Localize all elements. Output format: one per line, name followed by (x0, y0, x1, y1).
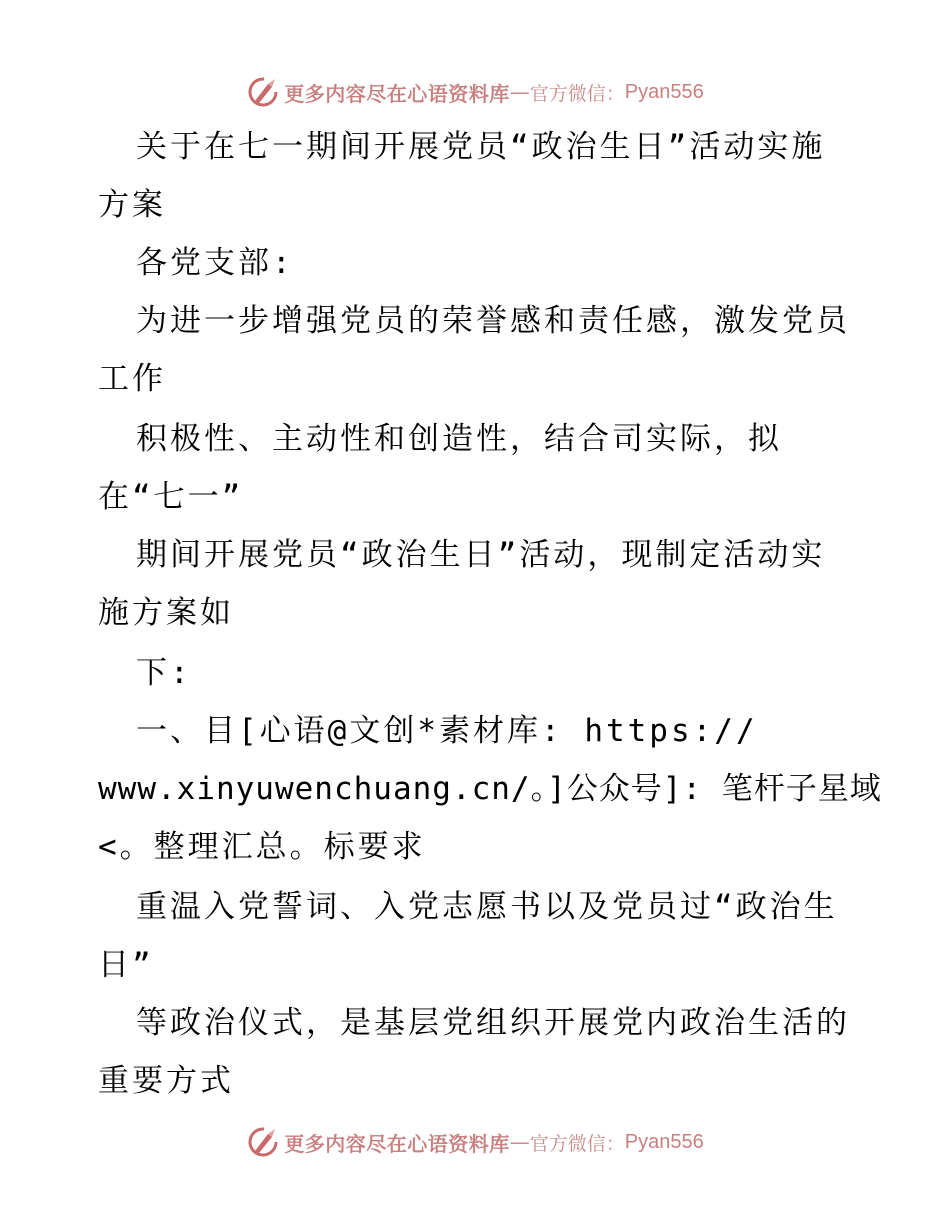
watermark-dash: — (509, 80, 530, 104)
salutation: 各党支部: (136, 245, 294, 281)
body-line: 为进一步增强党员的荣誉感和责任感，激发党员 (136, 303, 850, 339)
title-line-1: 关于在七一期间开展党员“政治生日”活动实施 (136, 129, 826, 165)
quill-logo-icon (246, 1125, 280, 1159)
watermark-wechat-label: 官方微信： (529, 1132, 625, 1155)
title-line-2: 方案 (98, 187, 166, 223)
quill-logo-icon (246, 75, 280, 109)
body-line: 积极性、主动性和创造性，结合司实际，拟 (136, 421, 782, 457)
body-line: 日” (98, 947, 154, 983)
body-line: www.xinyuwenchuang.cn/。]公众号]: 笔杆子星域 (98, 771, 882, 807)
body-line: 重温入党誓词、入党志愿书以及党员过“政治生 (136, 889, 838, 925)
watermark-wechat-label: 官方微信： (529, 82, 625, 105)
body-line: 施方案如 (98, 595, 234, 631)
footer-watermark (0, 1122, 950, 1162)
watermark-wechat-id: Pyan556 (624, 1130, 704, 1153)
body-line: 下: (136, 655, 192, 691)
body-line: <。整理汇总。标要求 (98, 829, 426, 865)
body-line: 期间开展党员“政治生日”活动，现制定活动实 (136, 537, 826, 573)
body-line: 工作 (98, 361, 166, 397)
watermark-brand: 更多内容尽在心语资料库 (284, 1131, 510, 1156)
watermark-dash: — (509, 1130, 530, 1154)
header-watermark (0, 72, 950, 112)
body-line: 在“七一” (98, 479, 244, 515)
body-line: 等政治仪式，是基层党组织开展党内政治生活的 (136, 1005, 850, 1041)
watermark-wechat-id: Pyan556 (624, 80, 704, 103)
section-heading: 一、目[心语@文创*素材库: https:// (136, 713, 758, 749)
body-line: 重要方式 (98, 1063, 234, 1099)
watermark-brand: 更多内容尽在心语资料库 (284, 81, 510, 106)
